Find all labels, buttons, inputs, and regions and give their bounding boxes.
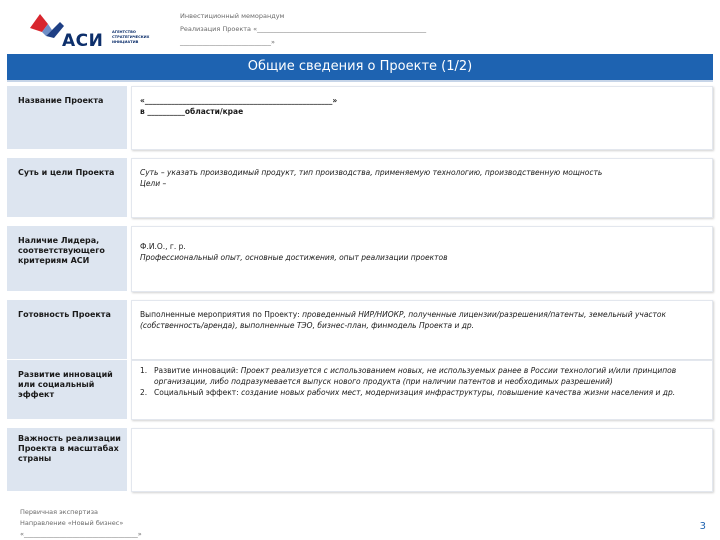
footer-line: Первичная экспертиза — [20, 508, 99, 516]
essence-line: Суть – указать производимый продукт, тип производства, применяемую технологию, производственную мощность — [140, 168, 603, 177]
document-header — [180, 10, 426, 49]
essence-text — [140, 167, 702, 178]
row-label: Важность реализации Проекта в масштабах страны — [7, 428, 129, 492]
logo-subtitle-line: АГЕНТСТВО — [112, 30, 136, 34]
footer — [20, 507, 142, 540]
list-text: создание новых рабочих мест, модернизация инфраструктуры, повышение качества жизни населения и др. — [241, 388, 676, 397]
list-lead: Социальный эффект: — [154, 388, 242, 397]
table-row-importance — [7, 428, 713, 492]
row-label: Наличие Лидера, соответствующего критериям АСИ — [7, 226, 129, 292]
logo-subtitle — [112, 30, 162, 45]
row-value — [131, 360, 713, 420]
table-row-innovation — [7, 360, 713, 420]
goals-text — [140, 178, 702, 189]
header — [0, 0, 720, 58]
logo-mark-icon — [30, 14, 66, 38]
row-label: Готовность Проекта — [7, 300, 129, 360]
row-label: Суть и цели Проекта — [7, 158, 129, 218]
goals-line: Цели – — [140, 179, 167, 188]
table-row-readiness — [7, 300, 713, 360]
list-item — [140, 365, 702, 387]
logo-subtitle-line: ИНИЦИАТИВ — [112, 40, 139, 44]
row-value — [131, 226, 713, 292]
row-label: Название Проекта — [7, 86, 129, 150]
doc-project-line: Реализация Проекта «____________________________________________________ — [180, 25, 427, 33]
list-item — [140, 387, 702, 398]
readiness-text — [140, 309, 702, 331]
row-value — [131, 300, 713, 360]
list-number: 2. — [140, 388, 148, 397]
page-title: Общие сведения о Проекте (1/2) — [7, 54, 713, 80]
table-row-leader — [7, 226, 713, 292]
footer-line: «___________________________________» — [20, 530, 142, 538]
logo — [30, 14, 170, 54]
row-value — [131, 86, 713, 150]
list-text: Проект реализуется с использованием новых, не используемых ранее в России технологий и/или принципов организации, либо подразумевается выпуск нового продукта (при наличии патентов и необходимых разрешений) — [154, 366, 677, 386]
readiness-lead: Выполненные мероприятия по Проекту: — [140, 310, 303, 319]
row-label: Развитие инноваций или социальный эффект — [7, 360, 129, 420]
doc-title: Инвестиционный меморандум — [180, 12, 285, 20]
list-lead: Развитие инноваций: — [154, 366, 241, 375]
logo-subtitle-line: СТРАТЕГИЧЕСКИХ — [112, 35, 150, 39]
project-name-line: «__________________________________________________» — [140, 96, 338, 105]
footer-line: Направление «Новый бизнес» — [20, 519, 124, 527]
page-number: 3 — [699, 521, 706, 532]
doc-project-line-2: ____________________________» — [180, 38, 275, 46]
leader-experience-line — [140, 252, 702, 263]
table-row-essence — [7, 158, 713, 218]
readiness-details: проведенный НИР/НИОКР, полученные лицензии/разрешения/патенты, земельный участок (собственность/аренда), выполненные ТЭО, бизнес-план, финмодель Проекта и др. — [140, 310, 667, 330]
row-value — [131, 158, 713, 218]
project-region-line: в __________области/крае — [140, 107, 244, 116]
logo-text: АСИ — [62, 31, 104, 51]
row-value — [131, 428, 713, 492]
leader-name-line: Ф.И.О., г. р. — [140, 242, 186, 251]
list-number: 1. — [140, 366, 148, 375]
leader-experience-text: Профессиональный опыт, основные достижения, опыт реализации проектов — [140, 253, 448, 262]
table-row-name — [7, 86, 713, 150]
